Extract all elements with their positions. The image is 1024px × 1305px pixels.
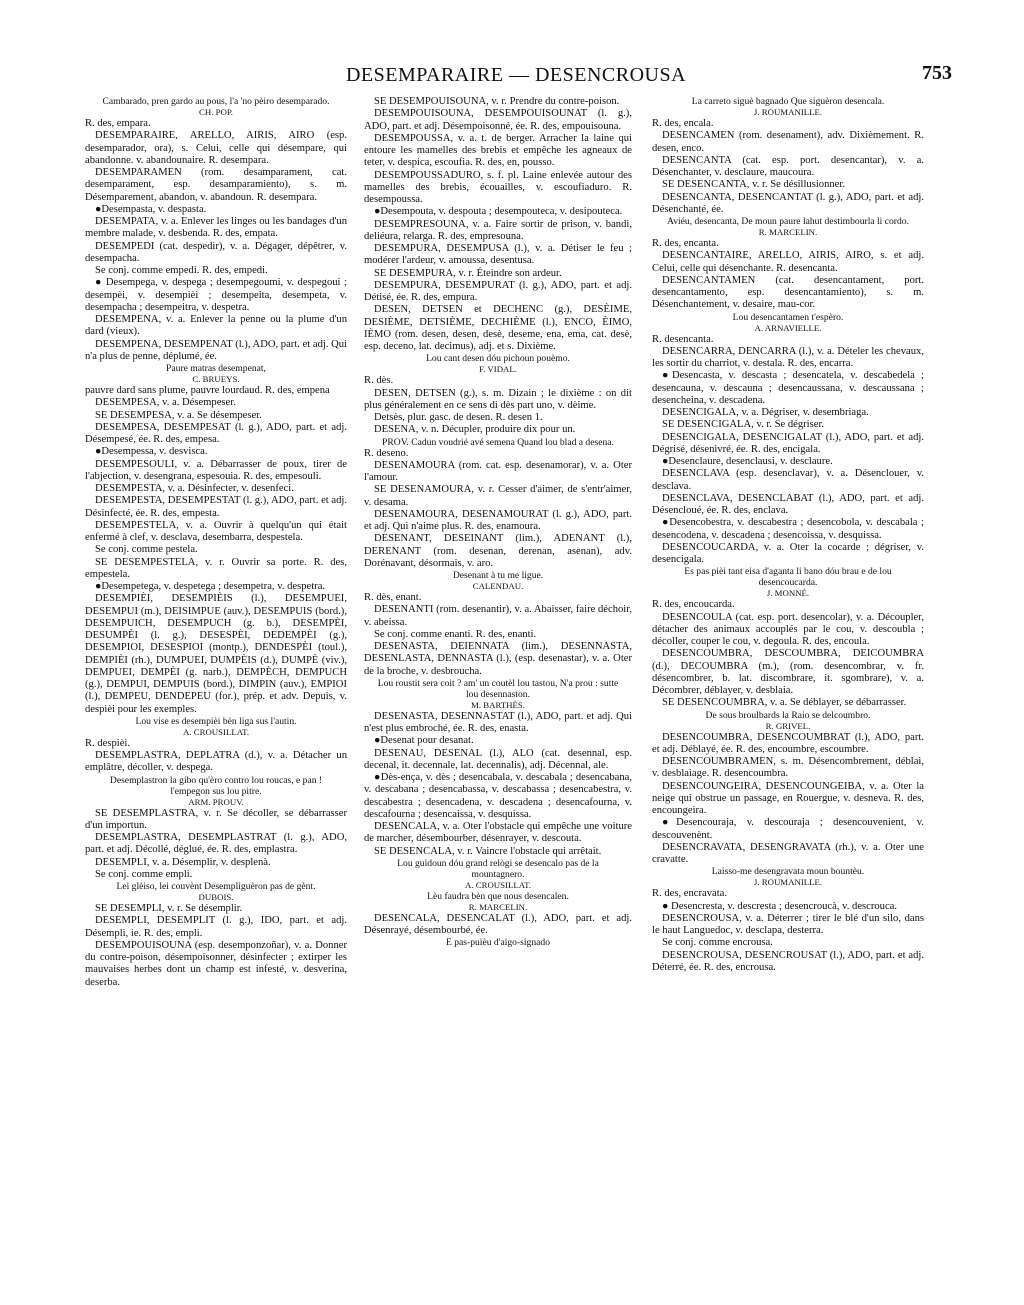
- dictionary-entry: DESENAMOURA (rom. cat. esp. desenamorar), v. a. Oter l'amour.: [364, 459, 632, 483]
- entry-continuation: pauvre dard sans plume, pauvre lourdaud. R. des, empena: [85, 385, 330, 396]
- dictionary-entry: SE DESENCIGALA, v. r. Se dégriser.: [662, 419, 825, 431]
- dictionary-entry: DESENCANTA (cat. esp. port. desencantar), v. a. Désenchanter, v. desclaure, maucoura.: [652, 154, 924, 178]
- dictionary-entry: DESEMPIÈI, DESEMPIÈIS (l.), DESEMPUEI, DESEMPUI (m.), DEISIMPUE (auv.), DESEMPUIS (bord.), DESEMPUICH, DESEMPUCH (g. b.), DESEMPÈI, DESUMPÈI (l. g.), DESESPÈI, DEDEMPÈI (g.), DESEMPIOI, DESESPIOI (montp.), DENDESPÈI (toul.), DEMPIÈI (rh.), DUMPUEI, DUMPÈIS (d.), DUMPÈ (viv.), DEMPUEI, DEMPÈI (g. narb.), DEMPÈCH, DEMPUCH (g.), DEMPUI, DEMPUIS (bord.), DIMPIN (auv.), EMPIOI (l.), DEMPEU, DENDEPEU (for.), prép. et adv. Depuis, v. despièi pour les exemples.: [85, 593, 347, 715]
- dictionary-entry: DESEMPLASTRA, DESEMPLASTRAT (l. g.), ADO, part. et adj. Décollé, déglué, ée. R. des, emplastra.: [85, 832, 347, 856]
- dictionary-entry: DESENANT, DESEINANT (lim.), ADENANT (l.), DERENANT (rom. desenan, derenan, asenan), adv. Dorénavant, désormais, v. aro.: [364, 533, 632, 569]
- dictionary-entry: Se conj. comme pestela.: [95, 544, 198, 556]
- quotation: De sous broulbards la Raio se delcoumbro.: [705, 709, 871, 721]
- dictionary-entry: ●Desenat pour desanat.: [374, 735, 474, 747]
- quotation-author: F. VIDAL.: [479, 364, 517, 375]
- dictionary-entry: DESEMPARAIRE, ARELLO, AIRIS, AIRO (esp. desemparador, ora), s. Celui, celle qui désempare, qui abandonne. v. abandounaire. R. desempara.: [85, 130, 347, 166]
- quotation-author: C. BRUEYS.: [192, 374, 240, 384]
- running-title: DESEMPARAIRE — DESENCROUSA: [345, 64, 687, 86]
- dictionary-entry: DESEMPLI, v. a. Désemplir, v. desplenà.: [95, 856, 271, 868]
- dictionary-entry: DESENCOUMBRA, DESENCOUMBRAT (l.), ADO, part. et adj. Déblayé, ée. R. des, encoumbre, escoumbre.: [652, 731, 924, 755]
- entry-continuation: R. despièi.: [85, 737, 131, 749]
- dictionary-entry: DESENCRAVATA, DESENGRAVATA (rh.), v. a. Oter une cravatte.: [652, 841, 924, 865]
- quotation: Aviéu, desencanta, De moun paure lahut destimbourla li cordo.: [667, 216, 909, 227]
- dictionary-entry: ●Desencouraja, v. descouraja ; desencouvenient, v. descouvenènt.: [652, 817, 924, 841]
- quotation: Es pas pièi tant eisa d'aganta li bano dóu brau e de lou desencoucarda.: [684, 566, 892, 589]
- dictionary-entry: SE DESEMPESA, v. a. Se désempeser.: [95, 409, 262, 421]
- dictionary-entry: DESENCAMEN (rom. desenament), adv. Dixièmement. R. desen, enco.: [652, 130, 924, 154]
- column-left: [85, 96, 347, 1286]
- quotation: Cambarado, pren gardo au pous, l'a 'no pèiro desemparado.: [102, 96, 330, 107]
- quotation-author: CALENDAU.: [472, 581, 524, 591]
- dictionary-entry: DESEMPLASTRA, DEPLATRA (d.), v. a. Détacher un emplâtre, décoller, v. despega.: [85, 750, 347, 774]
- dictionary-entry: DESEMPURA, DESEMPUSA (l.), v. a. Détiser le feu ; modérer l'ardeur, v. amoussa, desentusa.: [364, 243, 632, 267]
- dictionary-entry: DESEMPESTA, v. a. Désinfecter, v. desenfeci.: [95, 483, 294, 494]
- entry-continuation: R. des, encravata.: [652, 888, 728, 900]
- entry-continuation: R. des, empara.: [85, 118, 151, 129]
- dictionary-entry: ●Desempouta, v. despouta ; desempouteca, v. desipouteca.: [374, 206, 623, 218]
- dictionary-entry: ●Desencobestra, v. descabestra ; desencobola, v. descabala ; desencodena, v. descadena ; desencoissa, v. desquissa.: [652, 517, 924, 541]
- dictionary-entry: DESEMPOUISOUNA (esp. desemponzoñar), v. a. Donner du contre-poison, désempoisonner, désinfecter ; extirper les mauvaises herbes dont un champ est infesté, v. desverina, deserba.: [85, 939, 347, 988]
- dictionary-entry: DESEMPESA, v. a. Désempeser.: [95, 397, 236, 409]
- entry-continuation: R. desencanta.: [652, 333, 714, 345]
- dictionary-entry: DESEN, DETSEN (g.), s. m. Dizain ; le dixième : on dit plus généralement en ce sens di dès part uno, v. dèime.: [364, 387, 632, 411]
- dictionary-entry: DESENCIGALA, DESENCIGALAT (l.), ADO, part. et adj. Dégrisé, désenivré, ée. R. des, encigala.: [652, 431, 924, 455]
- dictionary-entry: DESENAMOURA, DESENAMOURAT (l. g.), ADO, part. et adj. Qui n'aime plus. R. des, enamoura.: [364, 508, 632, 532]
- dictionary-entry: DESENCALA, DESENCALAT (l.), ADO, part. et adj. Désenrayé, désembourbé, ée.: [364, 912, 632, 936]
- quotation-author: A. ARNAVIELLE.: [754, 322, 822, 333]
- dictionary-entry: DESENCOULA (cat. esp. port. desencolar), v. a. Découpler, détacher des animaux accouplés par le cou, v. descoubla ; décoller, couper le cou, v. degoula. R. des, encoula.: [652, 611, 924, 647]
- quotation: PROV. Cadun voudrié avé semena Quand lou blad a desena.: [382, 436, 614, 448]
- dictionary-entry: SE DESEMPLI, v. r. Se désemplir.: [95, 903, 243, 914]
- dictionary-entry: DESENA, v. n. Décupler, produire dix pour un.: [374, 424, 576, 436]
- quotation-author: A. CROUSILLAT.: [464, 879, 532, 890]
- dictionary-entry: Se conj. comme empedi. R. des, empedi.: [95, 265, 268, 276]
- dictionary-entry: DESEMPEDI (cat. despedir), v. a. Dégager, dépêtrer, v. desempacha.: [85, 240, 347, 264]
- quotation-author: ARM. PROUV.: [188, 796, 244, 807]
- dictionary-entry: DESENCOUMBRA, DESCOUMBRA, DEICOUMBRA (d.), DECOUMBRA (m.), (rom. desencombrar, v. fr. désencombrer, b. lat. discombrare, it. sgombrare), v. a. Décombrer, déblayer, v. desblaia.: [652, 648, 924, 696]
- dictionary-entry: SE DESEMPURA, v. r. Éteindre son ardeur.: [374, 267, 562, 279]
- dictionary-entry: Se conj. comme encrousa.: [662, 937, 773, 949]
- quotation: Lou vise es desempièi bèn liga sus l'autin.: [135, 715, 297, 727]
- dictionary-entry: DESEMPLI, DESEMPLIT (l. g.), IDO, part. et adj. Désempli, ie. R. des, empli.: [85, 915, 347, 939]
- quotation: Lei glèiso, lei couvènt Desempliguèron pas de gènt.: [116, 881, 316, 892]
- dictionary-entry: SE DESEMPOUISOUNA, v. r. Prendre du contre-poison.: [374, 96, 620, 107]
- dictionary-entry: DESENCROUSA, DESENCROUSAT (l.), ADO, part. et adj. Déterré, ée. R. des, encrousa.: [652, 949, 924, 973]
- dictionary-entry: DESENCALA, v. a. Oter l'obstacle qui empêche une voiture de marcher, désembourber, désenrayer, v. descouta.: [364, 821, 632, 845]
- dictionary-entry: DESENCARRA, DENCARRA (l.), v. a. Dételer les chevaux, les sortir du charriot, v. destala. R. des, encarra.: [652, 345, 924, 369]
- dictionary-entry: DESEMPURA, DESEMPURAT (l. g.), ADO, part. et adj. Détisé, ée. R. des, empura.: [364, 279, 632, 303]
- quotation: Desemplastron la gibo qu'èro contro lou roucas, e pan ! l'empegon sus lou pitre.: [109, 774, 323, 797]
- dictionary-entry: DESENCANTAMEN (cat. desencantament, port. desencantamento, esp. desencantamiento), s. m. Désenchantement, v. desaire, mau-cor.: [652, 274, 924, 311]
- dictionary-entry: DESEN, DETSEN et DECHENC (g.), DESÈIME, DESIÈME, DETSIÈME, DECHIÈME (l.), ENCO, ÈIMO, IÈMO (rom. desen, desen, desè, deseme, ena, ema, cat. desè, esp. deceno, lat. decimus), adj. et s. Dixième.: [364, 304, 632, 352]
- quotation: La carreto siguè bagnado Que siguèron desencala.: [691, 96, 885, 107]
- dictionary-entry: DESEMPRESOUNA, v. a. Faire sortir de prison, v. bandi, deliéura, relarga. R. des, empresouna.: [364, 218, 632, 242]
- quotation-author: R. MARCELIN.: [468, 901, 528, 912]
- quotation: Lou desencantamen t'espèro.: [732, 311, 844, 323]
- dictionary-entry: Se conj. comme enanti. R. des, enanti.: [374, 628, 537, 640]
- quotation-author: R. GRIVEL.: [765, 720, 811, 731]
- entry-continuation: R. des, encoucarda.: [652, 599, 735, 611]
- entry-continuation: R. dès.: [364, 375, 394, 387]
- quotation: Lou cant desen dóu pichoun pouèmo.: [426, 353, 570, 365]
- dictionary-entry: DESENCANTAIRE, ARELLO, AIRIS, AIRO, s. et adj. Celui, celle qui désenchante. R. desencanta.: [652, 250, 924, 274]
- dictionary-entry: ●Desempetega, v. despetega ; desempetra, v. despetra.: [95, 581, 326, 592]
- dictionary-entry: DESEMPOUSSADURO, s. f. pl. Laine enlevée autour des mamelles des brebis, écouailles, v. escoufiaduro. R. desempoussa.: [364, 169, 632, 205]
- entry-continuation: R. dès, enant.: [364, 592, 422, 603]
- dictionary-entry: DESEMPARAMEN (rom. desamparament, cat. desemparament, esp. desamparamiento), s. m. Désemparement, abandon, v. abandoun. R. desempara.: [85, 167, 347, 203]
- dictionary-entry: ●Desempasta, v. despasta.: [95, 203, 207, 215]
- dictionary-entry: DESENCROUSA, v. a. Déterrer ; tirer le blé d'un silo, dans le haut Languedoc, v. desclapa, desterra.: [652, 912, 924, 936]
- quotation: Desenant à tu me ligue.: [452, 570, 544, 581]
- dictionary-entry: SE DESENCALA, v. r. Vaincre l'obstacle qui arrêtait.: [374, 845, 602, 857]
- dictionary-entry: DESEMPENA, DESEMPENAT (l.), ADO, part. et adj. Qui n'a plus de penne, déplumé, ée.: [85, 338, 347, 362]
- dictionary-entry: DESEMPESTELA, v. a. Ouvrir à quelqu'un qui était enfermé à clef, v. desclava, desembarra, despestela.: [85, 519, 347, 543]
- quotation-author: CH. POP.: [199, 107, 233, 117]
- entry-continuation: R. des, encanta.: [652, 238, 719, 249]
- dictionary-entry: DESENCIGALA, v. a. Dégriser, v. desembriaga.: [662, 407, 869, 418]
- dictionary-entry: SE DESENAMOURA, v. r. Cesser d'aimer, de s'entr'aimer, v. desama.: [364, 484, 632, 508]
- dictionary-entry: Detsès, plur. gasc. de desen. R. desen 1.: [374, 412, 543, 423]
- dictionary-entry: ● Desempega, v. despega ; desempegoumi, v. despegoui ; desempèi, v. desempièi ; desempeita, desempeta, v. desempacha ; desempeitra, v. despetra.: [85, 277, 347, 313]
- quotation-author: J. MONNÉ.: [766, 588, 810, 599]
- page-header: [80, 58, 952, 88]
- entry-continuation: R. deseno.: [364, 447, 409, 459]
- dictionary-entry: DESENANTI (rom. desenantir), v. a. Abaisser, faire déchoir, v. abeissa.: [364, 604, 632, 628]
- dictionary-entry: SE DESEMPESTELA, v. r. Ouvrir sa porte. R. des, empestela.: [85, 556, 347, 580]
- dictionary-entry: DESENCLAVA (esp. desenclavar), v. a. Désenclouer, v. desclava.: [652, 468, 924, 492]
- dictionary-entry: DESENCOUNGEIRA, DESENCOUNGEIBA, v. a. Oter la neige qui obstrue un passage, en Rouergue, v. desneva. R. des, encoungeira.: [652, 780, 924, 816]
- quotation-author: A. CROUSILLAT.: [182, 726, 250, 737]
- dictionary-entry: DESEMPENA, v. a. Enlever la penne ou la plume d'un dard (vieux).: [85, 314, 347, 338]
- dictionary-entry: DESENASTA, DEIENNATA (lim.), DESENNASTA, DESENLASTA, DENNASTA (l.), (esp. desenastar), v. a. Oter de la broche, v. desbroucha.: [364, 641, 632, 677]
- dictionary-entry: DESENCLAVA, DESENCLABAT (l.), ADO, part. et adj. Désencloué, ée. R. des, enclava.: [652, 492, 924, 516]
- dictionary-entry: ●Desempessa, v. desvisca.: [95, 446, 208, 458]
- dictionary-entry: ●Dès-ença, v. dès ; desencabala, v. descabala ; desencabana, v. descabana ; desencabassa, v. descabassa ; desencabestra, v. descabestra ; desencadena, v. descadena ; desencafourna, v. descafourna ; desencaissa, v. desquissa.: [364, 772, 632, 820]
- quotation: Lou guidoun dóu grand relògi se desencalo pas de la mountagnero.: [397, 857, 599, 880]
- dictionary-entry: SE DESENCOUMBRA, v. a. Se déblayer, se débarrasser.: [662, 697, 907, 709]
- dictionary-entry: DESEMPESTA, DESEMPESTAT (l. g.), ADO, part. et adj. Désinfecté, ée. R. des, empesta.: [85, 495, 347, 519]
- dictionary-entry: DESENAU, DESENAL (l.), ALO (cat. desennal, esp. decenal, it. decennale, lat. decennalis), adj. Décennal, ale.: [364, 747, 632, 771]
- dictionary-entry: Se conj. comme empli.: [95, 868, 193, 880]
- dictionary-entry: SE DESEMPLASTRA, v. r. Se décoller, se débarrasser d'un importun.: [85, 807, 347, 831]
- quotation: Paure matras desempenat,: [166, 363, 266, 374]
- page-number: 753: [922, 62, 952, 84]
- dictionary-entry: ●Desencasta, v. descasta ; desencatela, v. descabedela ; desencauna, v. descauna ; desencaussana, v. descaussana ; desencheina, v. descadena.: [652, 370, 924, 406]
- quotation: E pas-puièu d'aigo-signado: [445, 937, 551, 949]
- column-middle: [364, 96, 632, 1286]
- dictionary-entry: DESENASTA, DESENNASTAT (l.), ADO, part. et adj. Qui n'est plus embroché, ée. R. des, enasta.: [364, 710, 632, 734]
- quotation-author: DUBOIS.: [198, 892, 234, 902]
- dictionary-entry: DESEMPESOULI, v. a. Débarrasser de poux, tirer de l'abjection, v. desengrana, espesouia. R. des, empesouli.: [85, 458, 347, 482]
- quotation-author: J. ROUMANILLE.: [753, 107, 823, 117]
- quotation: Lèu faudra bèn que nous desencalen.: [427, 890, 569, 902]
- column-right: [652, 96, 924, 1286]
- quotation-author: M. BARTHÉS.: [471, 699, 525, 710]
- dictionary-entry: DESEMPOUISOUNA, DESEMPOUISOUNAT (l. g.), ADO, part. et adj. Désempoisonné, ée. R. des, empouisouna.: [364, 108, 632, 132]
- dictionary-entry: ●Desenclaure, desenclausi, v. desclaure.: [662, 456, 833, 467]
- entry-continuation: R. des, encala.: [652, 118, 714, 129]
- dictionary-entry: DESENCOUCARDA, v. a. Oter la cocarde ; dégriser, v. desencigala.: [652, 541, 924, 565]
- dictionary-entry: ● Desencresta, v. descresta ; desencroucà, v. descrouca.: [662, 900, 898, 912]
- dictionary-entry: DESENCOUMBRAMEN, s. m. Désencombrement, déblai, v. desblaiage. R. desencoumbra.: [652, 756, 924, 780]
- dictionary-entry: DESEMPATA, v. a. Enlever les linges ou les bandages d'un membre malade, v. desbenda. R. des, empata.: [85, 216, 347, 240]
- quotation-author: R. MARCELIN.: [758, 227, 818, 237]
- dictionary-entry: SE DESENCANTA, v. r. Se désillusionner.: [662, 179, 845, 191]
- quotation: Laisso-me desengravata moun bountèu.: [711, 866, 865, 878]
- dictionary-entry: DESEMPESA, DESEMPESAT (l. g.), ADO, part. et adj. Désempesé, ée. R. des, empesa.: [85, 421, 347, 445]
- dictionary-entry: DESEMPOUSSA, v. a. t. de berger. Arracher la laine qui entoure les mamelles des brebis et empêche les agneaux de teter, v. despica, escoufia. R. des, en, pousso.: [364, 132, 632, 169]
- dictionary-entry: DESENCANTA, DESENCANTAT (l. g.), ADO, part. et adj. Désenchanté, ée.: [652, 191, 924, 215]
- quotation-author: J. ROUMANILLE.: [753, 877, 823, 888]
- quotation: Lou roustit sera coit ? am' un coutèl lou tastou, N'a prou : sutte lou desennaston.: [377, 677, 619, 700]
